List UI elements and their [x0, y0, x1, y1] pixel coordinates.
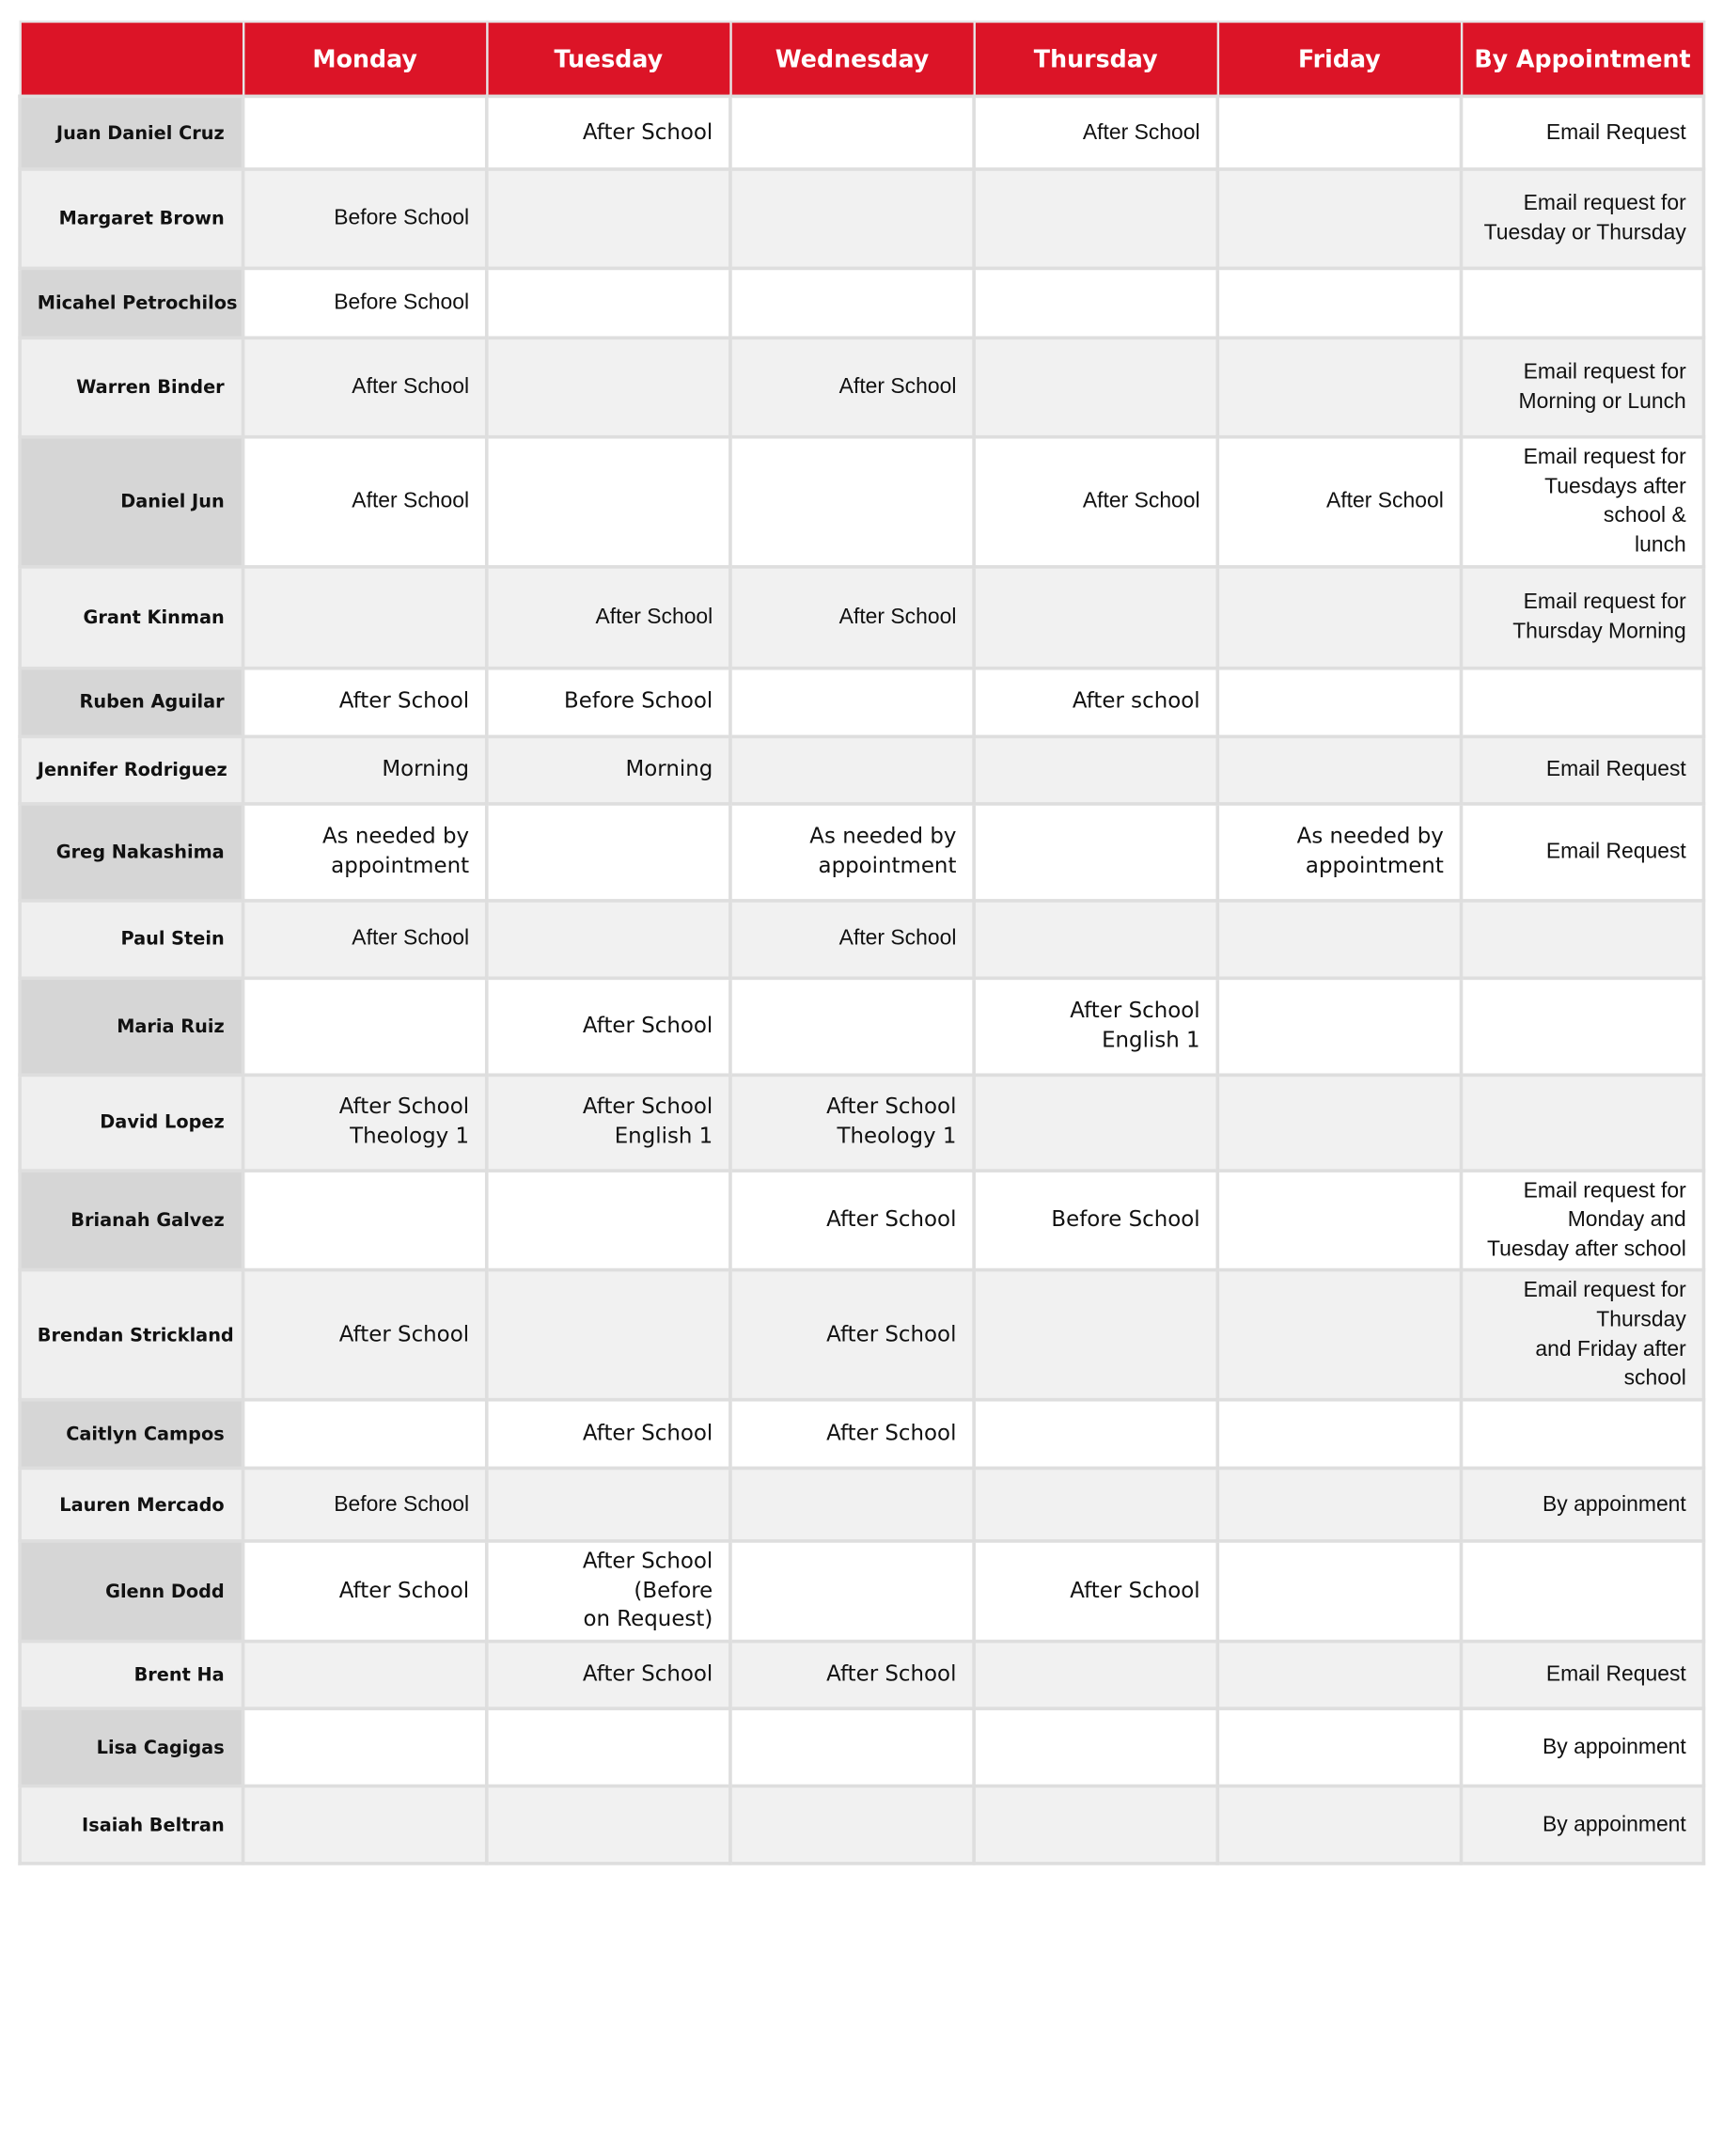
cell-tuesday: [487, 1786, 730, 1863]
table-row: [20, 338, 1703, 436]
table-row: [20, 1786, 1703, 1863]
cell-tuesday: Morning: [487, 736, 730, 803]
cell-wednesday: [730, 1468, 974, 1541]
cell-by-appointment: [1461, 268, 1703, 338]
header-monday: Monday: [243, 22, 487, 96]
teacher-name: Brianah Galvez: [20, 1171, 243, 1271]
cell-monday: [243, 96, 487, 169]
teacher-name: David Lopez: [20, 1075, 243, 1171]
cell-monday: As needed by appointment: [243, 803, 487, 900]
teacher-name: Jennifer Rodriguez: [20, 736, 243, 803]
cell-wednesday: As needed by appointment: [730, 803, 974, 900]
table-row: [20, 736, 1703, 803]
cell-thursday: After School: [974, 1541, 1217, 1642]
cell-by-appointment: [1461, 668, 1703, 736]
header-corner: [20, 22, 243, 96]
table-row: [20, 1075, 1703, 1171]
cell-monday: [243, 1786, 487, 1863]
cell-wednesday: After School: [730, 338, 974, 436]
table-row: [20, 1171, 1703, 1271]
cell-thursday: [974, 338, 1217, 436]
teacher-name: Margaret Brown: [20, 169, 243, 268]
cell-monday: Before School: [243, 169, 487, 268]
cell-monday: After School: [243, 338, 487, 436]
table-row: [20, 1270, 1703, 1400]
teacher-name: Warren Binder: [20, 338, 243, 436]
cell-thursday: [974, 803, 1217, 900]
teacher-name: Juan Daniel Cruz: [20, 96, 243, 169]
teacher-name: Micahel Petrochilos: [20, 268, 243, 338]
cell-thursday: [974, 1786, 1217, 1863]
cell-thursday: [974, 900, 1217, 977]
cell-by-appointment: Email request for Tuesday or Thursday: [1461, 169, 1703, 268]
cell-tuesday: [487, 338, 730, 436]
cell-friday: [1217, 169, 1461, 268]
table-row: [20, 566, 1703, 668]
cell-by-appointment: Email request for Monday and Tuesday after school: [1461, 1171, 1703, 1271]
cell-friday: [1217, 900, 1461, 977]
cell-tuesday: [487, 900, 730, 977]
cell-thursday: After school: [974, 668, 1217, 736]
cell-wednesday: After School: [730, 1171, 974, 1271]
cell-by-appointment: Email Request: [1461, 803, 1703, 900]
cell-thursday: [974, 1075, 1217, 1171]
table-row: [20, 268, 1703, 338]
cell-monday: After School: [243, 900, 487, 977]
cell-by-appointment: By appoinment: [1461, 1786, 1703, 1863]
table-row: [20, 668, 1703, 736]
cell-by-appointment: Email request for Thursday Morning: [1461, 566, 1703, 668]
office-hours-table: [18, 21, 1705, 1865]
cell-by-appointment: By appoinment: [1461, 1708, 1703, 1786]
table-row: [20, 803, 1703, 900]
cell-tuesday: [487, 1468, 730, 1541]
header-row: [20, 22, 1703, 96]
header-friday: Friday: [1217, 22, 1461, 96]
cell-by-appointment: [1461, 1075, 1703, 1171]
teacher-name: Isaiah Beltran: [20, 1786, 243, 1863]
cell-tuesday: After School: [487, 1400, 730, 1469]
cell-friday: [1217, 1171, 1461, 1271]
header-by-appointment: By Appointment: [1461, 22, 1703, 96]
cell-monday: [243, 1708, 487, 1786]
teacher-name: Glenn Dodd: [20, 1541, 243, 1642]
header-tuesday: Tuesday: [487, 22, 730, 96]
cell-tuesday: After School: [487, 96, 730, 169]
cell-tuesday: [487, 1270, 730, 1400]
cell-by-appointment: Email Request: [1461, 736, 1703, 803]
cell-monday: Morning: [243, 736, 487, 803]
teacher-name: Ruben Aguilar: [20, 668, 243, 736]
cell-wednesday: After School: [730, 566, 974, 668]
cell-monday: [243, 1171, 487, 1271]
teacher-name: Greg Nakashima: [20, 803, 243, 900]
cell-by-appointment: By appoinment: [1461, 1468, 1703, 1541]
cell-thursday: [974, 566, 1217, 668]
teacher-name: Lauren Mercado: [20, 1468, 243, 1541]
cell-by-appointment: [1461, 978, 1703, 1075]
cell-by-appointment: Email request for Morning or Lunch: [1461, 338, 1703, 436]
cell-wednesday: After School: [730, 1270, 974, 1400]
table-row: [20, 1468, 1703, 1541]
cell-monday: Before School: [243, 1468, 487, 1541]
cell-thursday: After School: [974, 437, 1217, 567]
cell-wednesday: [730, 668, 974, 736]
cell-by-appointment: Email Request: [1461, 96, 1703, 169]
table-row: [20, 1642, 1703, 1708]
cell-tuesday: After School (Before on Request): [487, 1541, 730, 1642]
cell-monday: [243, 978, 487, 1075]
teacher-name: Brendan Strickland: [20, 1270, 243, 1400]
table-row: [20, 1400, 1703, 1469]
teacher-name: Lisa Cagigas: [20, 1708, 243, 1786]
cell-tuesday: Before School: [487, 668, 730, 736]
cell-thursday: [974, 1642, 1217, 1708]
cell-wednesday: After School Theology 1: [730, 1075, 974, 1171]
cell-wednesday: [730, 437, 974, 567]
cell-wednesday: After School: [730, 900, 974, 977]
teacher-name: Paul Stein: [20, 900, 243, 977]
cell-thursday: [974, 1468, 1217, 1541]
cell-by-appointment: Email request for Tuesdays after school & lunch: [1461, 437, 1703, 567]
table-row: [20, 437, 1703, 567]
cell-thursday: [974, 169, 1217, 268]
cell-friday: [1217, 1708, 1461, 1786]
cell-wednesday: [730, 978, 974, 1075]
cell-thursday: Before School: [974, 1171, 1217, 1271]
header-wednesday: Wednesday: [730, 22, 974, 96]
cell-friday: [1217, 1400, 1461, 1469]
table-row: [20, 1708, 1703, 1786]
cell-friday: [1217, 1541, 1461, 1642]
cell-friday: [1217, 268, 1461, 338]
cell-friday: [1217, 1468, 1461, 1541]
cell-wednesday: [730, 96, 974, 169]
cell-wednesday: [730, 1708, 974, 1786]
cell-friday: [1217, 96, 1461, 169]
header-thursday: Thursday: [974, 22, 1217, 96]
cell-by-appointment: Email request for Thursday and Friday after school: [1461, 1270, 1703, 1400]
cell-tuesday: After School: [487, 1642, 730, 1708]
cell-wednesday: [730, 1541, 974, 1642]
cell-friday: [1217, 668, 1461, 736]
cell-wednesday: [730, 1786, 974, 1863]
cell-wednesday: After School: [730, 1400, 974, 1469]
cell-tuesday: [487, 803, 730, 900]
cell-thursday: After School: [974, 96, 1217, 169]
cell-friday: [1217, 1270, 1461, 1400]
cell-wednesday: After School: [730, 1642, 974, 1708]
table-row: [20, 169, 1703, 268]
teacher-name: Brent Ha: [20, 1642, 243, 1708]
cell-friday: [1217, 1075, 1461, 1171]
cell-friday: [1217, 978, 1461, 1075]
cell-monday: [243, 1400, 487, 1469]
cell-thursday: [974, 1400, 1217, 1469]
cell-tuesday: [487, 437, 730, 567]
cell-tuesday: [487, 1171, 730, 1271]
cell-thursday: [974, 736, 1217, 803]
cell-by-appointment: Email Request: [1461, 1642, 1703, 1708]
cell-tuesday: After School English 1: [487, 1075, 730, 1171]
table-row: [20, 978, 1703, 1075]
cell-by-appointment: [1461, 1400, 1703, 1469]
table-row: [20, 96, 1703, 169]
cell-thursday: [974, 1708, 1217, 1786]
cell-friday: As needed by appointment: [1217, 803, 1461, 900]
cell-wednesday: [730, 736, 974, 803]
cell-monday: [243, 566, 487, 668]
cell-tuesday: [487, 1708, 730, 1786]
cell-friday: [1217, 1786, 1461, 1863]
cell-wednesday: [730, 268, 974, 338]
teacher-name: Daniel Jun: [20, 437, 243, 567]
cell-friday: After School: [1217, 437, 1461, 567]
teacher-name: Maria Ruiz: [20, 978, 243, 1075]
cell-by-appointment: [1461, 1541, 1703, 1642]
cell-monday: After School: [243, 1541, 487, 1642]
cell-monday: Before School: [243, 268, 487, 338]
cell-friday: [1217, 1642, 1461, 1708]
cell-friday: [1217, 338, 1461, 436]
cell-tuesday: [487, 169, 730, 268]
cell-thursday: After School English 1: [974, 978, 1217, 1075]
cell-monday: After School Theology 1: [243, 1075, 487, 1171]
cell-by-appointment: [1461, 900, 1703, 977]
teacher-name: Grant Kinman: [20, 566, 243, 668]
cell-wednesday: [730, 169, 974, 268]
table-row: [20, 1541, 1703, 1642]
cell-monday: [243, 1642, 487, 1708]
cell-thursday: [974, 1270, 1217, 1400]
cell-tuesday: [487, 268, 730, 338]
cell-tuesday: After School: [487, 978, 730, 1075]
cell-thursday: [974, 268, 1217, 338]
cell-monday: After School: [243, 1270, 487, 1400]
cell-tuesday: After School: [487, 566, 730, 668]
teacher-name: Caitlyn Campos: [20, 1400, 243, 1469]
cell-monday: After School: [243, 668, 487, 736]
cell-friday: [1217, 566, 1461, 668]
cell-monday: After School: [243, 437, 487, 567]
cell-friday: [1217, 736, 1461, 803]
table-row: [20, 900, 1703, 977]
